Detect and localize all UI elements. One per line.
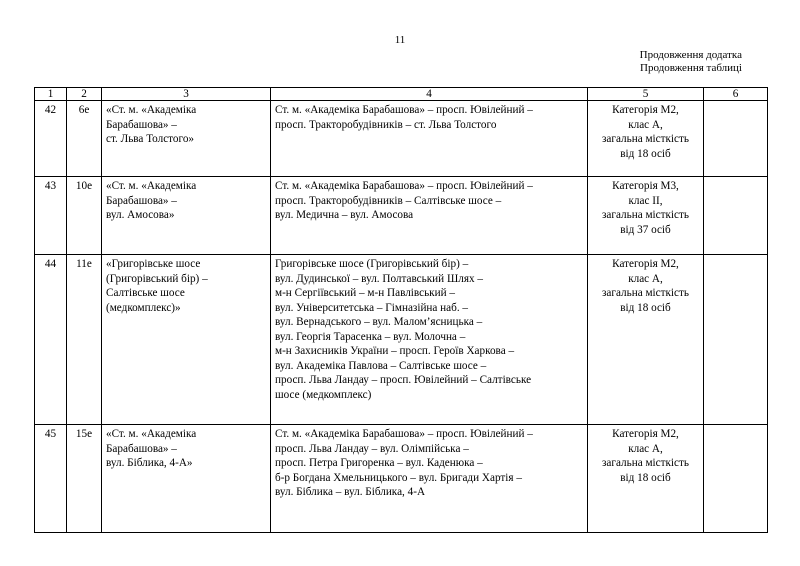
vehicle-category: Категорія М2, клас А, загальна місткість від 18 осіб [588, 255, 704, 425]
vehicle-category: Категорія М3, клас ІІ, загальна місткість від 37 осіб [588, 177, 704, 255]
continuation-line-appendix: Продовження додатка [639, 49, 742, 61]
route-name: «Ст. м. «Академіка Барабашова» – вул. Амосова» [102, 177, 271, 255]
column-header: 2 [67, 88, 102, 101]
column-header: 3 [102, 88, 271, 101]
route-name: «Григорівське шосе (Григорівський бір) – Салтівське шосе (медкомплекс)» [102, 255, 271, 425]
route-path: Григорівське шосе (Григорівський бір) – вул. Дудинської – вул. Полтавський Шлях – м-н Сергіївський – м-н Павлівський – вул. Університетська – Гімназійна наб. – вул. Вернадського – вул. Малом’ясницька – вул. Георгія Тарасенка – вул. Молочна – м-н Захисників України – просп. Героїв Харкова – вул. Академіка Павлова – Салтівське шосе – просп. Льва Ландау – просп. Ювілейний – Салтівське шосе (медкомплекс) [271, 255, 588, 425]
route-name: «Ст. м. «Академіка Барабашова» – вул. Біблика, 4-А» [102, 425, 271, 533]
row-number: 44 [35, 255, 67, 425]
column-header: 1 [35, 88, 67, 101]
continuation-line-table: Продовження таблиці [640, 62, 742, 74]
route-number: 11е [67, 255, 102, 425]
notes-cell [704, 101, 768, 177]
table-row [35, 425, 768, 533]
route-path: Ст. м. «Академіка Барабашова» – просп. Ювілейний – просп. Тракторобудівників – ст. Льва Толстого [271, 101, 588, 177]
column-header: 5 [588, 88, 704, 101]
row-number: 42 [35, 101, 67, 177]
route-number: 6е [67, 101, 102, 177]
routes-table [34, 87, 768, 533]
route-number: 10е [67, 177, 102, 255]
column-header: 4 [271, 88, 588, 101]
row-number: 43 [35, 177, 67, 255]
table-row [35, 255, 768, 425]
column-header: 6 [704, 88, 768, 101]
header-row [35, 88, 768, 101]
notes-cell [704, 425, 768, 533]
route-name: «Ст. м. «Академіка Барабашова» – ст. Льва Толстого» [102, 101, 271, 177]
route-number: 15е [67, 425, 102, 533]
notes-cell [704, 255, 768, 425]
route-path: Ст. м. «Академіка Барабашова» – просп. Ювілейний – просп. Тракторобудівників – Салтівське шосе – вул. Медична – вул. Амосова [271, 177, 588, 255]
row-number: 45 [35, 425, 67, 533]
table-row [35, 101, 768, 177]
route-path: Ст. м. «Академіка Барабашова» – просп. Ювілейний – просп. Льва Ландау – вул. Олімпійська – просп. Петра Григоренка – вул. Каденюка – б-р Богдана Хмельницького – вул. Бригади Хартія – вул. Біблика – вул. Біблика, 4-А [271, 425, 588, 533]
notes-cell [704, 177, 768, 255]
vehicle-category: Категорія М2, клас А, загальна місткість від 18 осіб [588, 425, 704, 533]
vehicle-category: Категорія М2, клас А, загальна місткість від 18 осіб [588, 101, 704, 177]
page-number: 11 [394, 34, 406, 46]
continuation-note [640, 49, 742, 75]
table-row [35, 177, 768, 255]
